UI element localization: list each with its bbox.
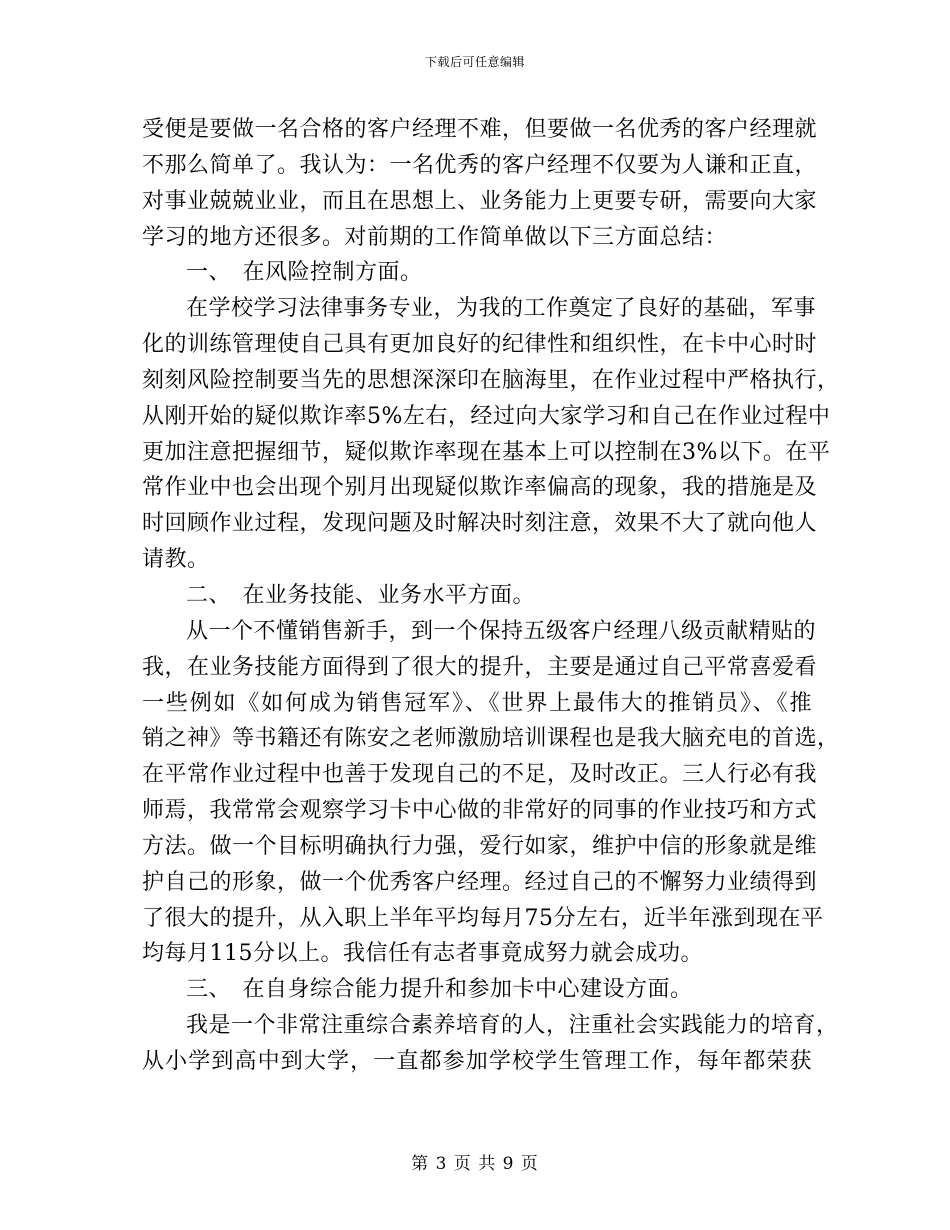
- text-line: 学习的地方还很多。对前期的工作简单做以下三方面总结：: [142, 224, 728, 250]
- text-line: 从小学到高中到大学，一直都参加学校学生管理工作，每年都荣获: [142, 1048, 812, 1074]
- page-number: 第 3 页 共 9 页: [411, 1154, 539, 1174]
- text-line: 时回顾作业过程，发现问题及时解决时刻注意，效果不大了就向他人: [142, 511, 818, 537]
- document-body: [142, 112, 840, 1080]
- text-line: 了很大的提升，从入职上半年平均每月75分左右，近半年涨到现在平: [142, 905, 824, 931]
- text-line: 更加注意把握细节，疑似欺诈率现在基本上可以控制在3%以下。在平: [142, 439, 831, 465]
- text-line: 化的训练管理使自己具有更加良好的纪律性和组织性，在卡中心时时: [142, 332, 818, 358]
- page-header: 下载后可任意编辑: [424, 55, 525, 69]
- text-line: 从刚开始的疑似欺诈率5%左右，经过向大家学习和自己在作业过程中: [142, 403, 831, 429]
- text-line: 不那么简单了。我认为：一名优秀的客户经理不仅要为人谦和正直，: [142, 152, 818, 178]
- text-line: 均每月115分以上。我信任有志者事竟成努力就会成功。: [142, 941, 703, 967]
- text-line: 从一个不懂销售新手，到一个保持五级客户经理八级贡献精贴的: [186, 618, 817, 644]
- text-line: 护自己的形象，做一个优秀客户经理。经过自己的不懈努力业绩得到: [142, 869, 818, 895]
- text-line: 销之神》等书籍还有陈安之老师激励培训课程也是我大脑充电的首选，: [142, 726, 840, 752]
- text-line: 在平常作业过程中也善于发现自己的不足，及时改正。三人行必有我: [142, 762, 818, 788]
- section-heading-1: 一、 在风险控制方面。: [186, 260, 423, 286]
- text-line: 我，在业务技能方面得到了很大的提升，主要是通过自己平常喜爱看: [142, 654, 818, 680]
- text-line: 刻刻风险控制要当先的思想深深印在脑海里，在作业过程中严格执行，: [142, 367, 840, 393]
- section-heading-2: 二、 在业务技能、业务水平方面。: [186, 582, 536, 608]
- text-line: 在学校学习法律事务专业，为我的工作奠定了良好的基础，军事: [186, 296, 817, 322]
- text-line: 师焉，我常常会观察学习卡中心做的非常好的同事的作业技巧和方式: [142, 798, 818, 824]
- section-heading-3: 三、 在自身综合能力提升和参加卡中心建设方面。: [186, 977, 693, 1003]
- text-line: 一些例如《如何成为销售冠军》、《世界上最伟大的推销员》、《推: [142, 690, 812, 716]
- text-line: 受便是要做一名合格的客户经理不难，但要做一名优秀的客户经理就: [142, 117, 818, 142]
- text-line: 方法。做一个目标明确执行力强，爱行如家，维护中信的形象就是维: [142, 833, 818, 859]
- text-line: 请教。: [142, 547, 210, 573]
- text-line: 常作业中也会出现个别月出现疑似欺诈率偏高的现象，我的措施是及: [142, 475, 818, 501]
- text-line: 对事业兢兢业业，而且在思想上、业务能力上更要专研，需要向大家: [142, 188, 818, 214]
- text-line: 我是一个非常注重综合素养培育的人，注重社会实践能力的培育，: [186, 1013, 839, 1039]
